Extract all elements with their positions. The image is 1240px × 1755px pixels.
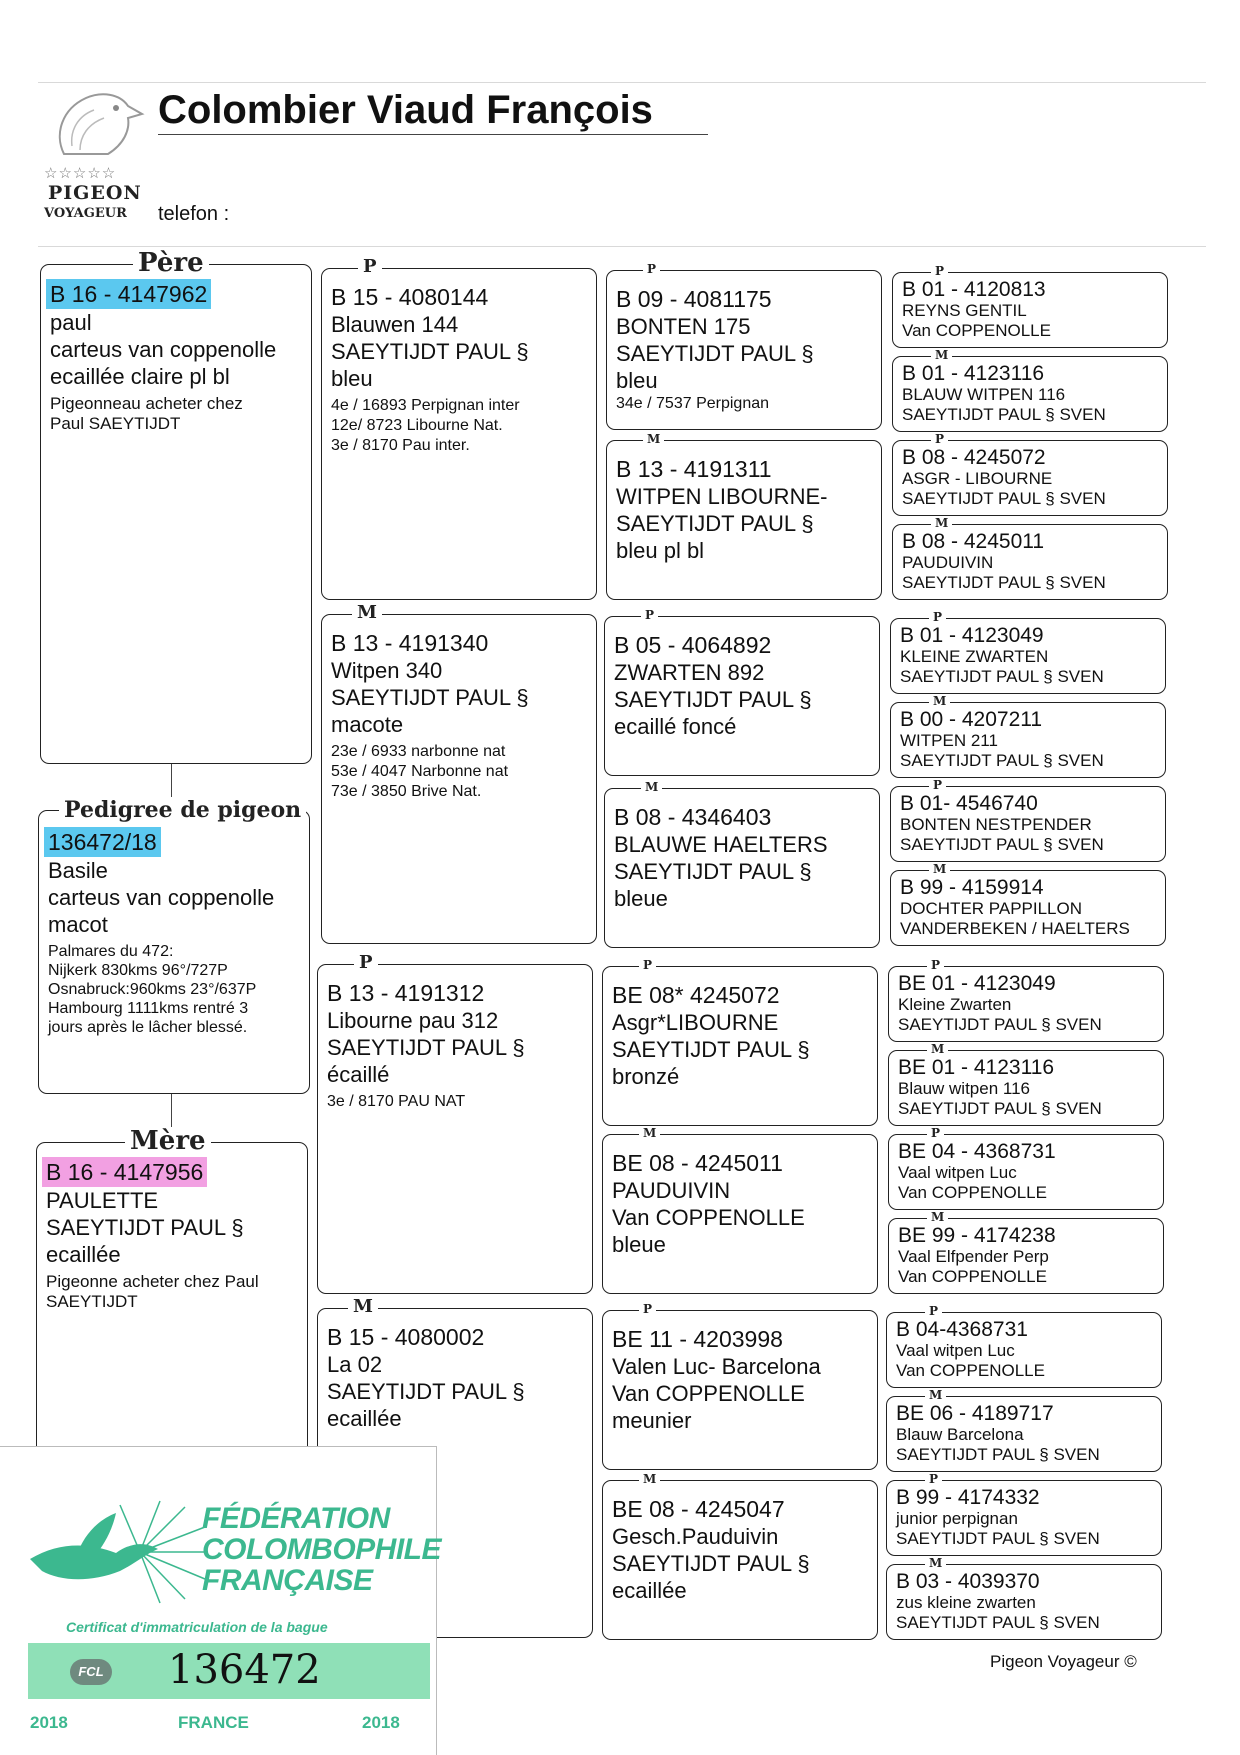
pigeon-voyageur-logo bbox=[44, 84, 154, 234]
gen4-box bbox=[890, 694, 1166, 778]
sex-label-m: M bbox=[639, 1126, 660, 1140]
gen4-box bbox=[892, 348, 1168, 432]
great-grandparent-breeder: Van COPPENOLLE bbox=[612, 1205, 805, 1230]
sex-label-m: M bbox=[641, 780, 662, 794]
great-grandparent-color: meunier bbox=[612, 1408, 692, 1433]
sex-label-p: P bbox=[927, 958, 944, 972]
pigeon-head-icon bbox=[44, 84, 154, 164]
gen4-name: Vaal witpen Luc bbox=[896, 1341, 1015, 1360]
father-note: Pigeonneau acheter chez Paul SAEYTIJDT bbox=[50, 394, 243, 433]
great-grandparent-name: Gesch.Pauduivin bbox=[612, 1524, 779, 1549]
sex-label-p: P bbox=[929, 778, 946, 792]
gen4-box bbox=[888, 1126, 1164, 1210]
great-grandparent-ring: B 08 - 4346403 bbox=[614, 804, 772, 830]
gen4-name: ASGR - LIBOURNE bbox=[902, 469, 1053, 488]
sex-label-p: P bbox=[927, 1126, 944, 1140]
gen4-name: PAUDUIVIN bbox=[902, 553, 994, 572]
gen4-breeder: VANDERBEKEN / HAELTERS bbox=[900, 919, 1130, 938]
gen4-breeder: SAEYTIJDT PAUL § SVEN bbox=[896, 1613, 1100, 1632]
great-grandparent-color: bleu pl bl bbox=[616, 538, 705, 563]
gen4-breeder: Van COPPENOLLE bbox=[898, 1267, 1047, 1286]
gen4-name: Vaal witpen Luc bbox=[898, 1163, 1017, 1182]
gen4-ring: B 04-4368731 bbox=[896, 1318, 1028, 1341]
gen4-breeder: SAEYTIJDT PAUL § SVEN bbox=[900, 751, 1104, 770]
gen4-ring: B 01 - 4123116 bbox=[902, 362, 1045, 385]
father-name: paul bbox=[50, 310, 92, 335]
gen4-ring: B 99 - 4159914 bbox=[900, 876, 1044, 899]
phone-label: telefon : bbox=[158, 203, 230, 225]
sex-label-p: P bbox=[931, 264, 948, 278]
great-grandparent-breeder: SAEYTIJDT PAUL § bbox=[612, 1037, 810, 1062]
mother-note: Pigeonne acheter chez Paul SAEYTIJDT bbox=[46, 1272, 259, 1311]
gen4-ring: B 00 - 4207211 bbox=[900, 708, 1043, 731]
great-grandparent-box bbox=[606, 432, 882, 600]
gen4-breeder: SAEYTIJDT PAUL § SVEN bbox=[900, 835, 1104, 854]
grandparent-ring: B 13 - 4191340 bbox=[331, 630, 489, 656]
great-grandparent-box bbox=[602, 1472, 878, 1640]
gen4-box bbox=[892, 264, 1168, 348]
grandparent-box bbox=[321, 602, 597, 944]
gen4-breeder: SAEYTIJDT PAUL § SVEN bbox=[900, 667, 1104, 686]
great-grandparent-name: BONTEN 175 bbox=[616, 314, 751, 339]
grandparent-ring: B 15 - 4080144 bbox=[331, 284, 489, 310]
gen4-breeder: SAEYTIJDT PAUL § SVEN bbox=[896, 1445, 1100, 1464]
gen4-name: WITPEN 211 bbox=[900, 731, 998, 750]
great-grandparent-breeder: SAEYTIJDT PAUL § bbox=[614, 859, 812, 884]
gen4-box bbox=[890, 862, 1166, 946]
great-grandparent-breeder: SAEYTIJDT PAUL § bbox=[614, 687, 812, 712]
logo-text-voyageur: VOYAGEUR bbox=[44, 206, 127, 221]
page-title: Colombier Viaud François bbox=[158, 88, 653, 132]
gen4-breeder: SAEYTIJDT PAUL § SVEN bbox=[902, 489, 1106, 508]
sex-label-p: P bbox=[929, 610, 946, 624]
grandparent-breeder: SAEYTIJDT PAUL § bbox=[327, 1379, 525, 1404]
gen4-name: DOCHTER PAPPILLON bbox=[900, 899, 1083, 918]
gen4-ring: BE 04 - 4368731 bbox=[898, 1140, 1056, 1163]
gen4-breeder: SAEYTIJDT PAUL § SVEN bbox=[902, 573, 1106, 592]
gen4-name: Blauw witpen 116 bbox=[898, 1079, 1030, 1098]
mother-name: PAULETTE bbox=[46, 1188, 159, 1213]
title-underline bbox=[158, 134, 708, 135]
gen4-breeder: Van COPPENOLLE bbox=[902, 321, 1051, 340]
gen4-ring: B 99 - 4174332 bbox=[896, 1486, 1040, 1509]
great-grandparent-ring: BE 08 - 4245047 bbox=[612, 1496, 785, 1522]
gen4-ring: B 08 - 4245072 bbox=[902, 446, 1046, 469]
sex-label-m: M bbox=[931, 348, 952, 362]
sex-label-m: M bbox=[639, 1472, 660, 1486]
gen4-breeder: SAEYTIJDT PAUL § SVEN bbox=[898, 1099, 1102, 1118]
gen4-box bbox=[888, 1210, 1164, 1294]
sex-label-p: P bbox=[639, 1302, 656, 1316]
gen4-breeder: SAEYTIJDT PAUL § SVEN bbox=[898, 1015, 1102, 1034]
mother-ring-number: B 16 - 4147956 bbox=[42, 1157, 207, 1187]
sex-label-m: M bbox=[927, 1042, 948, 1056]
sex-label-m: M bbox=[927, 1210, 948, 1224]
sex-label-m: M bbox=[929, 862, 950, 876]
mother-breeder: SAEYTIJDT PAUL § bbox=[46, 1215, 244, 1240]
sex-label-m: M bbox=[925, 1556, 946, 1570]
sex-label-m: M bbox=[348, 1297, 378, 1317]
federation-dove-icon bbox=[20, 1497, 210, 1607]
pedigree-label: Pedigree de pigeon bbox=[59, 797, 306, 823]
gen4-box bbox=[890, 610, 1166, 694]
great-grandparent-results: 34e / 7537 Perpignan bbox=[616, 395, 770, 412]
great-grandparent-name: Valen Luc- Barcelona bbox=[612, 1354, 821, 1379]
sex-label-p: P bbox=[354, 953, 378, 973]
logo-stars: ☆☆☆☆☆ bbox=[44, 165, 117, 182]
grandparent-name: Witpen 340 bbox=[331, 658, 443, 683]
gen4-ring: B 03 - 4039370 bbox=[896, 1570, 1040, 1593]
gen4-box bbox=[892, 432, 1168, 516]
header-top-rule bbox=[38, 82, 1206, 83]
gen4-ring: BE 06 - 4189717 bbox=[896, 1402, 1054, 1425]
great-grandparent-color: bleue bbox=[612, 1232, 666, 1257]
great-grandparent-box bbox=[604, 780, 880, 948]
great-grandparent-color: ecaillé foncé bbox=[614, 714, 737, 739]
sex-label-p: P bbox=[641, 608, 658, 622]
grandparent-color: écaillé bbox=[327, 1062, 390, 1087]
gen4-name: BLAUW WITPEN 116 bbox=[902, 385, 1066, 404]
grandparent-results: 23e / 6933 narbonne nat 53e / 4047 Narbonne nat 73e / 3850 Brive Nat. bbox=[331, 743, 509, 800]
great-grandparent-name: Asgr*LIBOURNE bbox=[612, 1010, 779, 1035]
sex-label-m: M bbox=[925, 1388, 946, 1402]
great-grandparent-color: bleu bbox=[616, 368, 658, 393]
great-grandparent-name: ZWARTEN 892 bbox=[614, 660, 765, 685]
gen4-breeder: Van COPPENOLLE bbox=[898, 1183, 1047, 1202]
grandparent-color: bleu bbox=[331, 366, 373, 391]
gen4-ring: B 08 - 4245011 bbox=[902, 530, 1045, 553]
gen4-name: KLEINE ZWARTEN bbox=[900, 647, 1049, 666]
grandparent-breeder: SAEYTIJDT PAUL § bbox=[331, 339, 529, 364]
grandparent-name: La 02 bbox=[327, 1352, 383, 1377]
ffc-ring-certificate bbox=[0, 1446, 441, 1755]
gen4-breeder: SAEYTIJDT PAUL § SVEN bbox=[902, 405, 1106, 424]
great-grandparent-box bbox=[602, 958, 878, 1126]
sex-label-p: P bbox=[639, 958, 656, 972]
gen4-ring: B 01 - 4123049 bbox=[900, 624, 1044, 647]
federation-name: FÉDÉRATION COLOMBOPHILE FRANÇAISE bbox=[202, 1502, 441, 1597]
gen4-ring: B 01- 4546740 bbox=[900, 792, 1038, 815]
gen4-box bbox=[888, 958, 1164, 1042]
gen4-name: Kleine Zwarten bbox=[898, 995, 1012, 1014]
mother-label: Mère bbox=[125, 1127, 211, 1155]
father-ring-number: B 16 - 4147962 bbox=[46, 279, 211, 309]
year-right: 2018 bbox=[362, 1713, 400, 1732]
gen4-box bbox=[886, 1304, 1162, 1388]
mother-box bbox=[36, 1126, 308, 1462]
gen4-ring: BE 99 - 4174238 bbox=[898, 1224, 1056, 1247]
great-grandparent-box bbox=[604, 608, 880, 776]
great-grandparent-ring: B 09 - 4081175 bbox=[616, 286, 772, 312]
father-strain: carteus van coppenolle bbox=[50, 337, 277, 362]
great-grandparent-ring: BE 08* 4245072 bbox=[612, 982, 780, 1008]
year-left: 2018 bbox=[30, 1713, 68, 1732]
great-grandparent-color: ecaillée bbox=[612, 1578, 687, 1603]
great-grandparent-box bbox=[602, 1126, 878, 1294]
gen4-box bbox=[892, 516, 1168, 600]
fcl-badge-icon: FCL bbox=[70, 1659, 112, 1685]
sex-label-p: P bbox=[925, 1304, 942, 1318]
gen4-box bbox=[890, 778, 1166, 862]
gen4-name: Blauw Barcelona bbox=[896, 1425, 1024, 1444]
logo-text-pigeon: PIGEON bbox=[48, 182, 142, 204]
sex-label-m: M bbox=[352, 603, 382, 623]
grandparent-color: ecaillée bbox=[327, 1406, 402, 1431]
great-grandparent-name: PAUDUIVIN bbox=[612, 1178, 731, 1203]
great-grandparent-ring: BE 11 - 4203998 bbox=[612, 1326, 783, 1352]
grandparent-name: Libourne pau 312 bbox=[327, 1008, 499, 1033]
gen4-ring: B 01 - 4120813 bbox=[902, 278, 1046, 301]
great-grandparent-box bbox=[602, 1302, 878, 1470]
grandparent-ring: B 13 - 4191312 bbox=[327, 980, 485, 1006]
gen4-name: junior perpignan bbox=[896, 1509, 1018, 1528]
subject-ring-number: 136472/18 bbox=[44, 827, 161, 857]
grandparent-ring: B 15 - 4080002 bbox=[327, 1324, 485, 1350]
gen4-breeder: SAEYTIJDT PAUL § SVEN bbox=[896, 1529, 1100, 1548]
gen4-ring: BE 01 - 4123049 bbox=[898, 972, 1056, 995]
gen4-box bbox=[886, 1472, 1162, 1556]
gen4-box bbox=[886, 1388, 1162, 1472]
grandparent-breeder: SAEYTIJDT PAUL § bbox=[327, 1035, 525, 1060]
subject-palmares: Palmares du 472: Nijkerk 830kms 96°/727P Osnabruck:960kms 23°/637P Hambourg 1111kms rentré 3 jours après le lâcher blessé. bbox=[48, 943, 257, 1036]
gen4-name: Vaal Elfpender Perp bbox=[898, 1247, 1049, 1266]
grandparent-color: macote bbox=[331, 712, 404, 737]
ring-number: 136472 bbox=[168, 1647, 321, 1693]
great-grandparent-name: BLAUWE HAELTERS bbox=[614, 832, 828, 857]
great-grandparent-breeder: SAEYTIJDT PAUL § bbox=[612, 1551, 810, 1576]
gen4-name: zus kleine zwarten bbox=[896, 1593, 1036, 1612]
great-grandparent-color: bronzé bbox=[612, 1064, 680, 1089]
great-grandparent-breeder: Van COPPENOLLE bbox=[612, 1381, 805, 1406]
grandparent-results: 3e / 8170 PAU NAT bbox=[327, 1093, 466, 1110]
great-grandparent-ring: BE 08 - 4245011 bbox=[612, 1150, 783, 1176]
subject-strain: carteus van coppenolle bbox=[48, 885, 275, 910]
sex-label-m: M bbox=[643, 432, 664, 446]
country: FRANCE bbox=[178, 1713, 249, 1732]
father-label: Père bbox=[133, 249, 209, 277]
grandparent-breeder: SAEYTIJDT PAUL § bbox=[331, 685, 529, 710]
subject-name: Basile bbox=[48, 858, 108, 883]
sex-label-p: P bbox=[643, 262, 660, 276]
subject-box bbox=[38, 797, 310, 1094]
subject-color: macot bbox=[48, 912, 108, 937]
great-grandparent-box bbox=[606, 262, 882, 430]
gen4-ring: BE 01 - 4123116 bbox=[898, 1056, 1055, 1079]
grandparent-results: 4e / 16893 Perpignan inter 12e/ 8723 Libourne Nat. 3e / 8170 Pau inter. bbox=[331, 397, 520, 454]
gen4-name: BONTEN NESTPENDER bbox=[900, 815, 1092, 834]
copyright: Pigeon Voyageur © bbox=[990, 1652, 1137, 1671]
great-grandparent-color: bleue bbox=[614, 886, 668, 911]
gen4-name: REYNS GENTIL bbox=[902, 301, 1027, 320]
grandparent-box bbox=[317, 952, 593, 1294]
mother-color: ecaillée bbox=[46, 1242, 121, 1267]
sex-label-p: P bbox=[358, 257, 382, 277]
grandparent-box bbox=[321, 256, 597, 600]
sex-label-p: P bbox=[931, 432, 948, 446]
sex-label-m: M bbox=[929, 694, 950, 708]
sex-label-m: M bbox=[931, 516, 952, 530]
grandparent-name: Blauwen 144 bbox=[331, 312, 459, 337]
father-box bbox=[40, 248, 312, 764]
great-grandparent-ring: B 05 - 4064892 bbox=[614, 632, 772, 658]
header-bottom-rule bbox=[38, 246, 1206, 247]
great-grandparent-breeder: SAEYTIJDT PAUL § bbox=[616, 511, 814, 536]
sex-label-p: P bbox=[925, 1472, 942, 1486]
gen4-breeder: Van COPPENOLLE bbox=[896, 1361, 1045, 1380]
gen4-box bbox=[886, 1556, 1162, 1640]
certificate-caption: Certificat d'immatriculation de la bague bbox=[66, 1619, 328, 1635]
gen4-box bbox=[888, 1042, 1164, 1126]
great-grandparent-ring: B 13 - 4191311 bbox=[616, 456, 772, 482]
great-grandparent-name: WITPEN LIBOURNE- bbox=[616, 484, 828, 509]
father-color: ecaillée claire pl bl bbox=[50, 364, 230, 389]
great-grandparent-breeder: SAEYTIJDT PAUL § bbox=[616, 341, 814, 366]
